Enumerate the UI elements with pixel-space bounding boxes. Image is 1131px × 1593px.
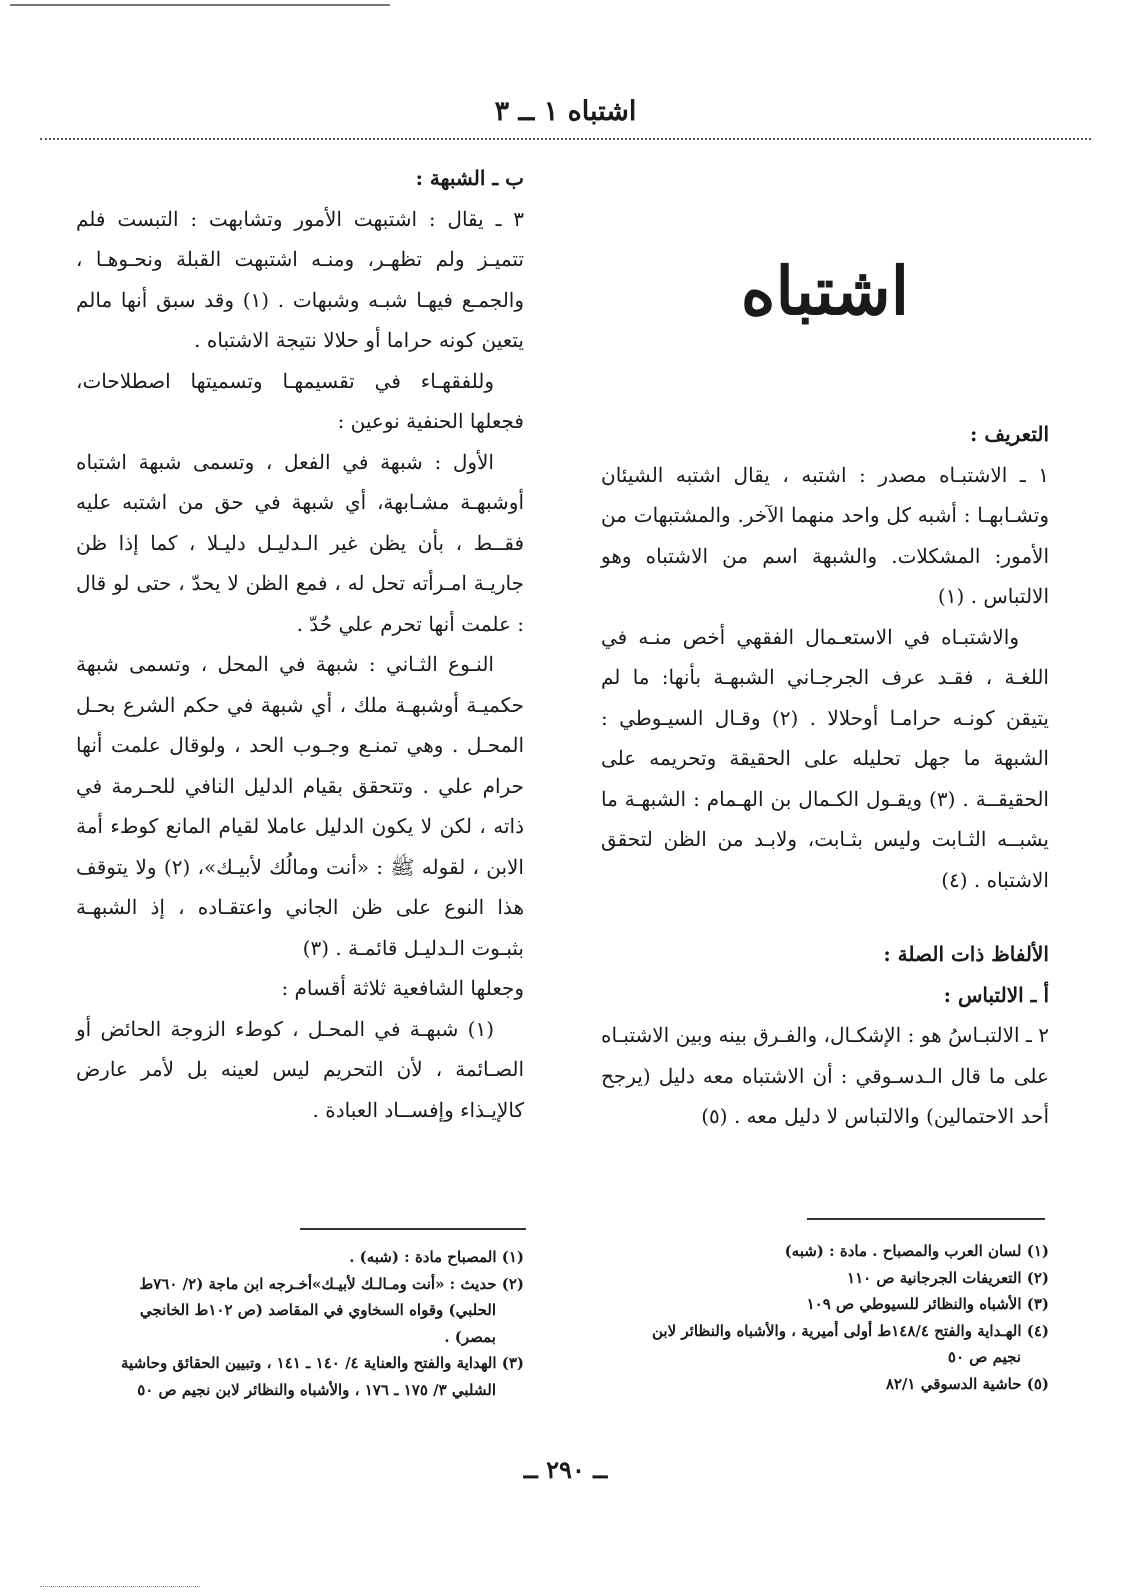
footnotes-left bbox=[76, 1244, 524, 1403]
paragraph-fuqaha: وللفقهـاء في تقسيمهـا وتسميتها اصطلاحات، فجعلها الحنفية نوعين : bbox=[76, 368, 524, 433]
footnote: (٢) حديث : «أنت ومـالـك لأبيـك»أخـرجه ابن ماجة (٢/ ٧٦٠ط bbox=[139, 1274, 524, 1293]
footnotes-right bbox=[601, 1238, 1049, 1397]
footnote-rule-right bbox=[807, 1218, 1045, 1220]
page-header: اشتباه ١ ــ ٣ bbox=[494, 96, 637, 127]
page-number: ــ ٢٩٠ ــ bbox=[523, 1455, 608, 1484]
paragraph-1-cont: والاشتبـاه في الاستعـمال الفقهي أخص منـه في اللغـة ، فقـد عرف الجرجـاني الشبهـة بأنها: ما لم يتيقن كونـه حرامـا أوحلالا . (٢) وقـال السيـوطي : الشبهة ما جهل تحليله على الحقيقة وتحريمه على الحقيقــة . (٣) ويقـول الكـمال بن الهـمام : الشبهـة ما يشبــه الثـابت وليس بثـابت، ولابـد من الظن لتحقق الاشتباه . (٤) bbox=[601, 624, 1050, 892]
footnote-rule-left bbox=[300, 1228, 526, 1230]
definition-heading: التعريف : bbox=[970, 422, 1049, 446]
subheading-iltibas: أ ـ الالتباس : bbox=[943, 982, 1049, 1007]
paragraph-3: ٣ ـ يقال : اشتبهت الأمور وتشابهت : التبست فلم تتميـز ولم تظهـر، ومنـه اشتبهت القبلة ونحـوهـا ، والجمـع فيهـا شبـه وشبهات . (١) وقد سبق أنها مالم يتعين كونه حراما أو حلالا نتيجة الاشتباه . bbox=[76, 206, 524, 352]
footnote: (٣) الهداية والفتح والعناية ٤/ ١٤٠ ـ ١٤١ ، وتبيين الحقائق وحاشية bbox=[121, 1354, 524, 1372]
entry-title: اشتباه bbox=[740, 252, 910, 330]
paragraph-second-type: النـوع الثـاني : شبهة في المحل ، وتسمى شبهة حكميـة أوشبهـة ملك ، أي شبهة في حكم الشرع بحـل المحـل . وهي تمنـع وجـوب الحد ، ولوقال علمت أنها حرام علي . وتتحقق بقيام الدليل النافي للحـرمة في ذاته ، لكن لا يكون الدليل عاملا لقيام المانع كوطء أمة الابن ، لقوله ﷺ : «أنت ومالُك لأبيـك»، (٢) ولا يتوقف هذا النوع على ظن الجاني واعتقـاده ، إذ الشبهـة بثبـوت الـدليـل قائمـة . (٣) bbox=[76, 652, 524, 960]
related-terms-heading: الألفاظ ذات الصلة : bbox=[883, 942, 1049, 966]
paragraph-mahal: (١) شبهـة في المحـل ، كوطء الزوجة الحائض أو الصـائمة ، لأن التحريم ليس لعينه بل لأمر عارض كالإيـذاء وإفســاد العبادة . bbox=[76, 1016, 524, 1122]
footnote: (٢) التعريفات الجرجانية ص ١١٠ bbox=[847, 1268, 1049, 1287]
footnote-cont: نجيم ص ٥٠ bbox=[947, 1348, 1021, 1366]
right-column bbox=[601, 158, 1049, 1137]
footnote-cont: بمصر) . bbox=[444, 1327, 496, 1346]
subheading-shubha: ب ـ الشبهة : bbox=[415, 166, 524, 190]
footnote: (٥) حاشية الدسوقي ٨٢/١ bbox=[885, 1374, 1049, 1393]
scan-bottom-rule bbox=[40, 1586, 200, 1587]
paragraph-shafii: وجعلها الشافعية ثلاثة أقسام : bbox=[281, 976, 524, 1000]
paragraph-first-type: الأول : شبهة في الفعل ، وتسمى شبهة اشتباه أوشبهـة مشـابهة، أي شبهة في حق من اشتبه عليه فقــط ، بأن يظن غير الـدليـل دليـلا ، كما إذا ظن جاريـة امـرأته تحل له ، فمع الظن لا يحدّ ، حتى لو قال : علمت أنها تحرم علي حُدّ . bbox=[76, 449, 524, 636]
footnote-cont: الشلبي ٣/ ١٧٥ ـ ١٧٦ ، والأشباه والنظائر لابن نجيم ص ٥٠ bbox=[137, 1380, 496, 1399]
left-column bbox=[76, 158, 524, 1130]
paragraph-2: ٢ ـ الالتبـاسُ هو : الإشكـال، والفـرق بينه وبين الاشتبـاه على ما قال الـدسـوقي : أن الاشتباه معه دليل (يرجح أحد الاحتمالين) والالتباس لا دليل معه . (٥) bbox=[601, 1023, 1049, 1128]
footnote: (٣) الأشباه والنظائر للسيوطي ص ١٠٩ bbox=[806, 1295, 1049, 1313]
footnote: (١) المصباح مادة : (شبه) . bbox=[349, 1248, 524, 1266]
footnote: (١) لسان العرب والمصباح . مادة : (شبه) bbox=[784, 1242, 1049, 1260]
footnote-cont: الحلبي) وقواه السخاوي في المقاصد (ص ١٠٢ط الخانجي bbox=[139, 1301, 496, 1319]
header-dotted-rule bbox=[40, 138, 1091, 140]
footnote: (٤) الهـداية والفتح ١٤٨/٤ط أولى أميرية ، والأشباه والنظائر لابن bbox=[652, 1321, 1049, 1340]
scan-top-rule bbox=[10, 4, 390, 6]
paragraph-1: ١ ـ الاشتبـاه مصدر : اشتبه ، يقال اشتبه الشيئان وتشـابهـا : أشبه كل واحد منهما الآخر. والمشتبهات من الأمور: المشكلات. والشبهة اسم من الاشتباه وهو الالتباس . (١) bbox=[601, 462, 1049, 608]
